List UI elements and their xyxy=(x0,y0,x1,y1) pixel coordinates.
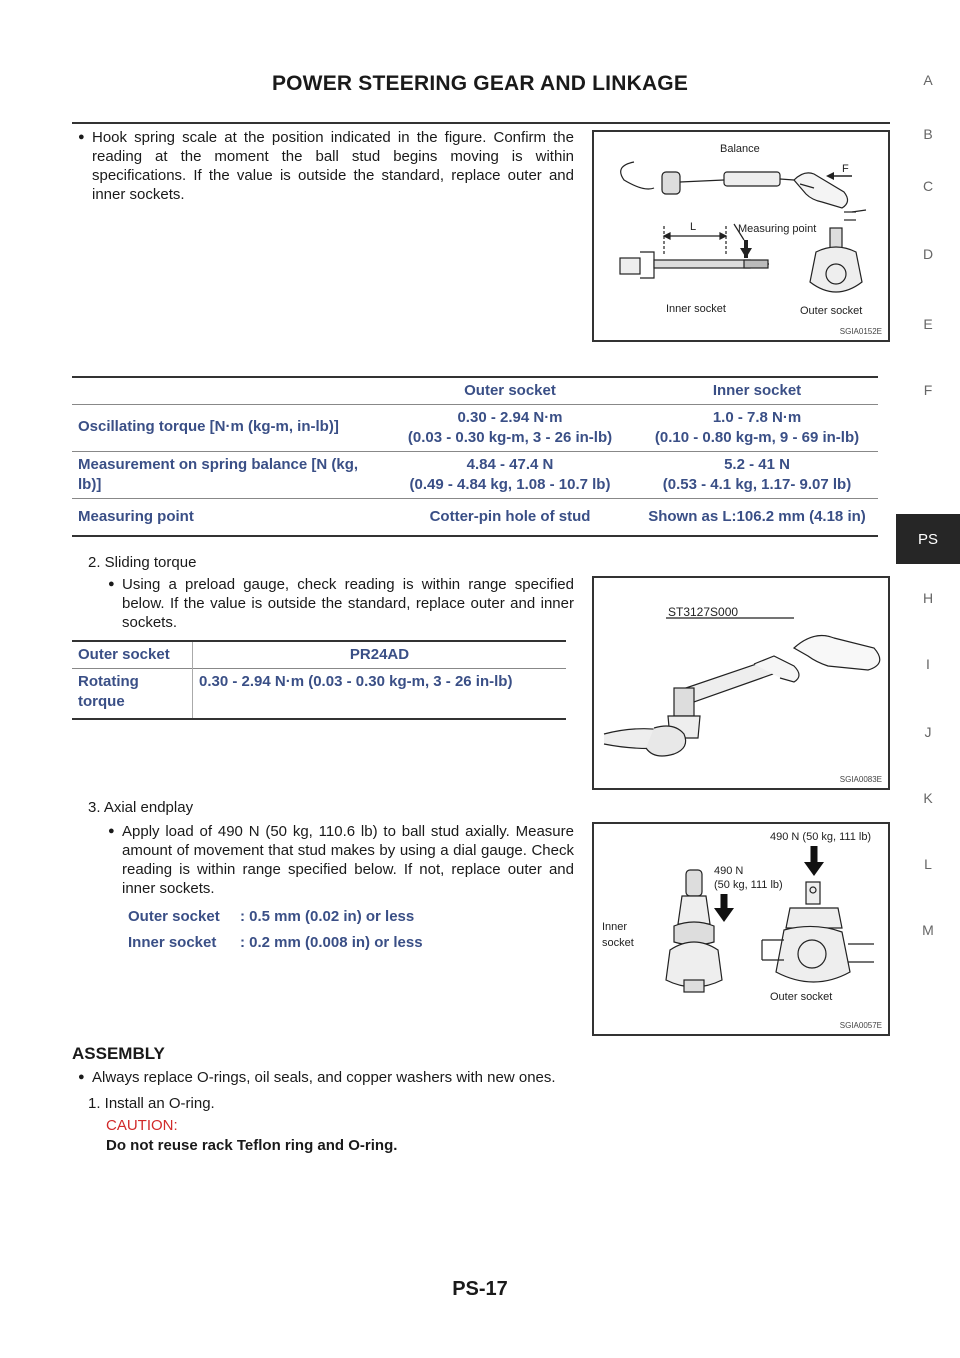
index-letter-j[interactable]: J xyxy=(924,724,932,740)
figure-id: SGIA0057E xyxy=(839,1021,882,1030)
figure-id: SGIA0152E xyxy=(839,327,882,336)
table-row xyxy=(72,669,566,720)
table-cell: Oscillating torque [N·m (kg-m, in-lb)] xyxy=(78,418,339,435)
caution-label: CAUTION: xyxy=(106,1117,178,1134)
label-load-mid-detail: (50 kg, 111 lb) xyxy=(714,879,783,891)
index-letter-k[interactable]: K xyxy=(923,790,933,806)
step-axial-endplay: 3. Axial endplay xyxy=(88,799,194,816)
spring-balance-illustration xyxy=(594,132,888,340)
table-cell: Measurement on spring balance [N (kg, lb)] xyxy=(78,456,359,493)
instruction-text: Using a preload gauge, check reading is within range specified below. If the value is outside the standard, replace outer and inner sockets. xyxy=(122,576,574,631)
table-cell: 4.84 - 47.4 N (0.49 - 4.84 kg, 1.08 - 10.7 lb) xyxy=(409,456,611,493)
bullet-icon: ● xyxy=(108,578,115,590)
spec-inner-value: : 0.2 mm (0.008 in) or less xyxy=(240,934,423,951)
index-letter-e[interactable]: E xyxy=(923,316,933,332)
table-cell: 0.30 - 2.94 N·m (0.03 - 0.30 kg-m, 3 - 26 in-lb) xyxy=(407,409,613,446)
index-letter-l[interactable]: L xyxy=(924,856,932,872)
page-title: POWER STEERING GEAR AND LINKAGE xyxy=(271,72,689,95)
spec-outer-value: : 0.5 mm (0.02 in) or less xyxy=(240,908,415,925)
index-active-ps[interactable]: PS xyxy=(896,514,960,564)
figure-preload-gauge xyxy=(592,576,890,790)
rotating-torque-table xyxy=(72,640,566,720)
table-header-cell: Outer socket xyxy=(78,646,170,663)
figure-spring-balance xyxy=(592,130,890,342)
table-header-cell xyxy=(72,377,384,405)
table-cell: Measuring point xyxy=(78,508,194,525)
instruction-text: Always replace O-rings, oil seals, and copper washers with new ones. xyxy=(92,1069,556,1086)
table-cell: 5.2 - 41 N (0.53 - 4.1 kg, 1.17- 9.07 lb) xyxy=(662,456,852,493)
preload-gauge-illustration xyxy=(594,578,888,788)
label-tool: ST3127S000 xyxy=(668,605,739,619)
label-length: L xyxy=(690,221,697,233)
instruction-text: Apply load of 490 N (50 kg, 110.6 lb) to ball stud axially. Measure amount of movement that stud makes by using a dial gauge. Check reading is within range specified below. If not, replace outer and inner sockets. xyxy=(122,823,574,897)
index-letter-m[interactable]: M xyxy=(922,922,934,938)
table-cell: Cotter-pin hole of stud xyxy=(429,508,591,525)
label-balance: Balance xyxy=(720,143,760,155)
table-header-row xyxy=(72,641,566,669)
label-measuring-point: Measuring point xyxy=(738,223,817,235)
index-letter-d2[interactable]: D xyxy=(922,246,934,262)
index-letter-b[interactable]: B xyxy=(923,126,933,142)
bullet-icon: ● xyxy=(78,131,85,143)
header-rule xyxy=(72,122,890,124)
caution-text: Do not reuse rack Teflon ring and O-ring. xyxy=(106,1137,398,1154)
section-index xyxy=(896,72,960,946)
label-inner: Inner xyxy=(602,921,628,933)
table-header-cell: Outer socket xyxy=(464,382,556,399)
label-outer-socket: Outer socket xyxy=(770,991,833,1003)
index-letter-i[interactable]: I xyxy=(926,656,930,672)
index-letter-a[interactable]: A xyxy=(923,72,933,88)
label-outer-socket: Outer socket xyxy=(800,305,863,317)
socket-spec-table xyxy=(72,376,878,537)
label-force: F xyxy=(842,163,849,175)
bullet-icon: ● xyxy=(108,825,115,837)
index-letter-h[interactable]: H xyxy=(922,590,934,606)
step-install-o-ring: 1. Install an O-ring. xyxy=(88,1095,215,1112)
label-load-top: 490 N (50 kg, 111 lb) xyxy=(770,831,872,843)
spec-outer-label: Outer socket xyxy=(128,908,220,925)
table-row xyxy=(72,499,878,537)
table-header-row xyxy=(72,377,878,405)
table-cell: 0.30 - 2.94 N·m (0.03 - 0.30 kg-m, 3 - 26 in-lb) xyxy=(193,669,567,720)
instruction-text: Hook spring scale at the position indicated in the figure. Confirm the reading at the moment the ball stud begins moving is within specifications. If the value is outside the standard, replace outer and inner sockets. xyxy=(92,129,574,203)
table-header-cell: PR24AD xyxy=(193,641,567,669)
table-row xyxy=(72,405,878,452)
table-header-cell: Inner socket xyxy=(712,382,802,399)
index-letter-f[interactable]: F xyxy=(923,382,933,398)
table-row xyxy=(72,452,878,499)
label-inner-socket: Inner socket xyxy=(666,303,726,315)
figure-axial-load xyxy=(592,822,890,1036)
bullet-icon: ● xyxy=(78,1071,85,1083)
axial-load-illustration xyxy=(594,824,888,1034)
page-number: PS-17 xyxy=(452,1278,508,1300)
assembly-heading: ASSEMBLY xyxy=(72,1044,165,1063)
table-cell: Rotating torque xyxy=(78,673,139,710)
spec-inner-label: Inner socket xyxy=(128,934,217,951)
table-cell: Shown as L:106.2 mm (4.18 in) xyxy=(648,508,866,525)
figure-id: SGIA0083E xyxy=(839,775,882,784)
label-socket: socket xyxy=(602,937,634,949)
index-letter-c[interactable]: C xyxy=(922,178,934,194)
table-cell: 1.0 - 7.8 N·m (0.10 - 0.80 kg-m, 9 - 69 in-lb) xyxy=(654,409,860,446)
step-sliding-torque: 2. Sliding torque xyxy=(88,554,197,571)
label-load-mid: 490 N xyxy=(714,865,744,877)
